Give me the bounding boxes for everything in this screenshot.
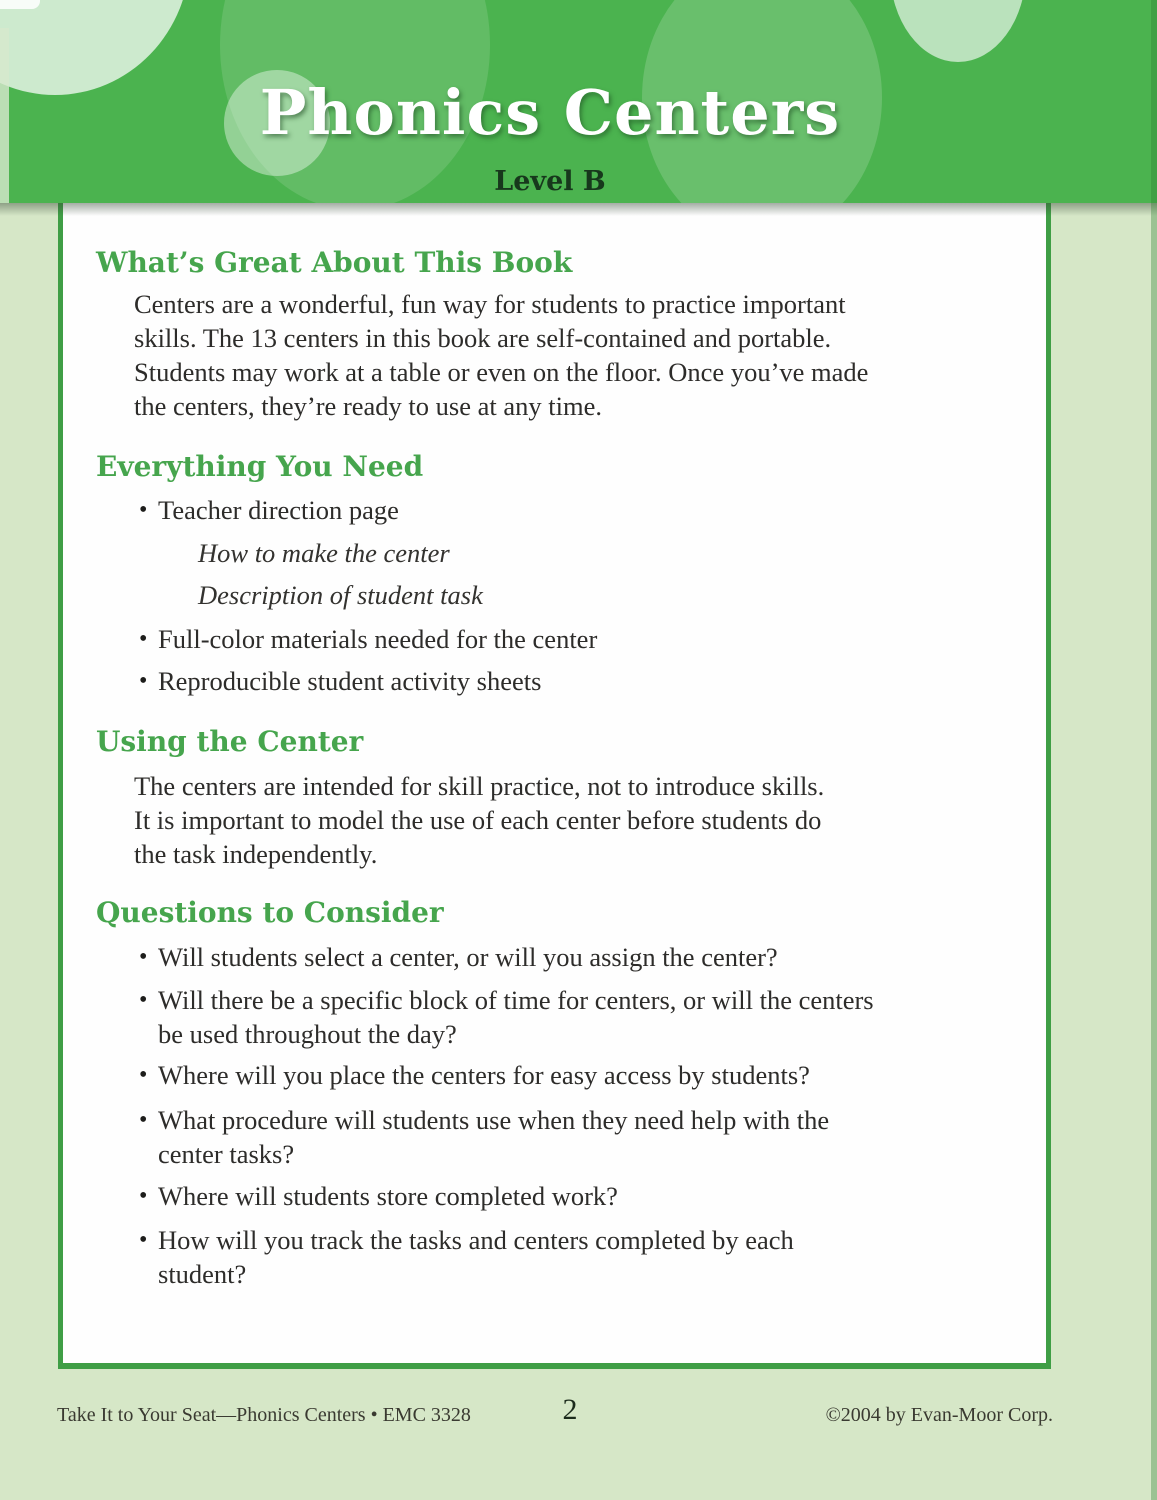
paragraph-whats-great [134, 287, 868, 423]
paragraph-line: the centers, they’re ready to use at any time. [134, 391, 602, 421]
decorative-circle [0, 0, 190, 95]
bullet-icon: • [139, 987, 148, 1013]
sub-item-italic: How to make the center [198, 538, 450, 568]
bullet-icon: • [139, 944, 148, 970]
list-item [139, 983, 874, 1051]
paragraph-line: Students may work at a table or even on the floor. Once you’ve made [134, 357, 869, 387]
list-item [139, 1103, 829, 1171]
section-heading-whats-great: What’s Great About This Book [96, 246, 573, 279]
list-item [139, 1179, 618, 1213]
paragraph-line: The centers are intended for skill practice, not to introduce skills. [134, 771, 825, 801]
content-card [58, 203, 1051, 1369]
page-title: Phonics Centers [259, 76, 841, 149]
scan-right-edge-artifact [1151, 0, 1157, 1500]
section-heading-using-the-center: Using the Center [96, 725, 364, 758]
sub-item-italic: Description of student task [198, 580, 483, 610]
list-item [139, 493, 399, 527]
paragraph-line: skills. The 13 centers in this book are self-contained and portable. [134, 323, 832, 353]
bullet-line: Will there be a specific block of time for centers, or will the centers [158, 985, 874, 1015]
bullet-text: Reproducible student activity sheets [158, 666, 542, 696]
paragraph-line: the task independently. [134, 839, 378, 869]
bullet-icon: • [139, 1107, 148, 1133]
list-item [139, 622, 597, 656]
bullet-line: student? [158, 1259, 247, 1289]
bullet-icon: • [139, 1183, 148, 1209]
paragraph-line: It is important to model the use of each center before students do [134, 805, 822, 835]
bullet-icon: • [139, 626, 148, 652]
section-heading-everything-you-need: Everything You Need [96, 450, 424, 483]
bullet-text [158, 983, 874, 1051]
bullet-text: Where will students store completed work? [158, 1181, 618, 1211]
footer-page-number: 2 [562, 1393, 578, 1426]
bullet-text: Teacher direction page [158, 495, 399, 525]
bullet-icon: • [139, 1062, 148, 1088]
level-label: Level B [494, 166, 606, 197]
bullet-text: Where will you place the centers for easy access by students? [158, 1060, 810, 1090]
bullet-line: What procedure will students use when they need help with the [158, 1105, 830, 1135]
bullet-icon: • [139, 1227, 148, 1253]
list-item [139, 940, 778, 974]
bullet-text: Full-color materials needed for the center [158, 624, 598, 654]
footer-book-title: Take It to Your Seat—Phonics Centers • EMC 3328 [57, 1404, 471, 1426]
header-band [0, 0, 1157, 203]
bullet-icon: • [139, 668, 148, 694]
bullet-line: be used throughout the day? [158, 1019, 457, 1049]
bullet-text [158, 1223, 794, 1291]
bullet-text: Will students select a center, or will you assign the center? [158, 942, 778, 972]
decorative-circle [890, 0, 1026, 62]
footer-copyright: ©2004 by Evan-Moor Corp. [825, 1404, 1053, 1426]
section-heading-questions-to-consider: Questions to Consider [96, 896, 444, 929]
paragraph-line: Centers are a wonderful, fun way for students to practice important [134, 289, 846, 319]
bullet-line: center tasks? [158, 1139, 295, 1169]
list-item [139, 1058, 810, 1092]
paragraph-using-the-center [134, 769, 824, 871]
list-item [139, 1223, 794, 1291]
scan-corner-artifact [0, 0, 40, 9]
list-item [139, 664, 541, 698]
bullet-icon: • [139, 497, 148, 523]
bullet-text [158, 1103, 829, 1171]
scan-left-edge-artifact [0, 28, 9, 203]
bullet-line: How will you track the tasks and centers completed by each [158, 1225, 794, 1255]
